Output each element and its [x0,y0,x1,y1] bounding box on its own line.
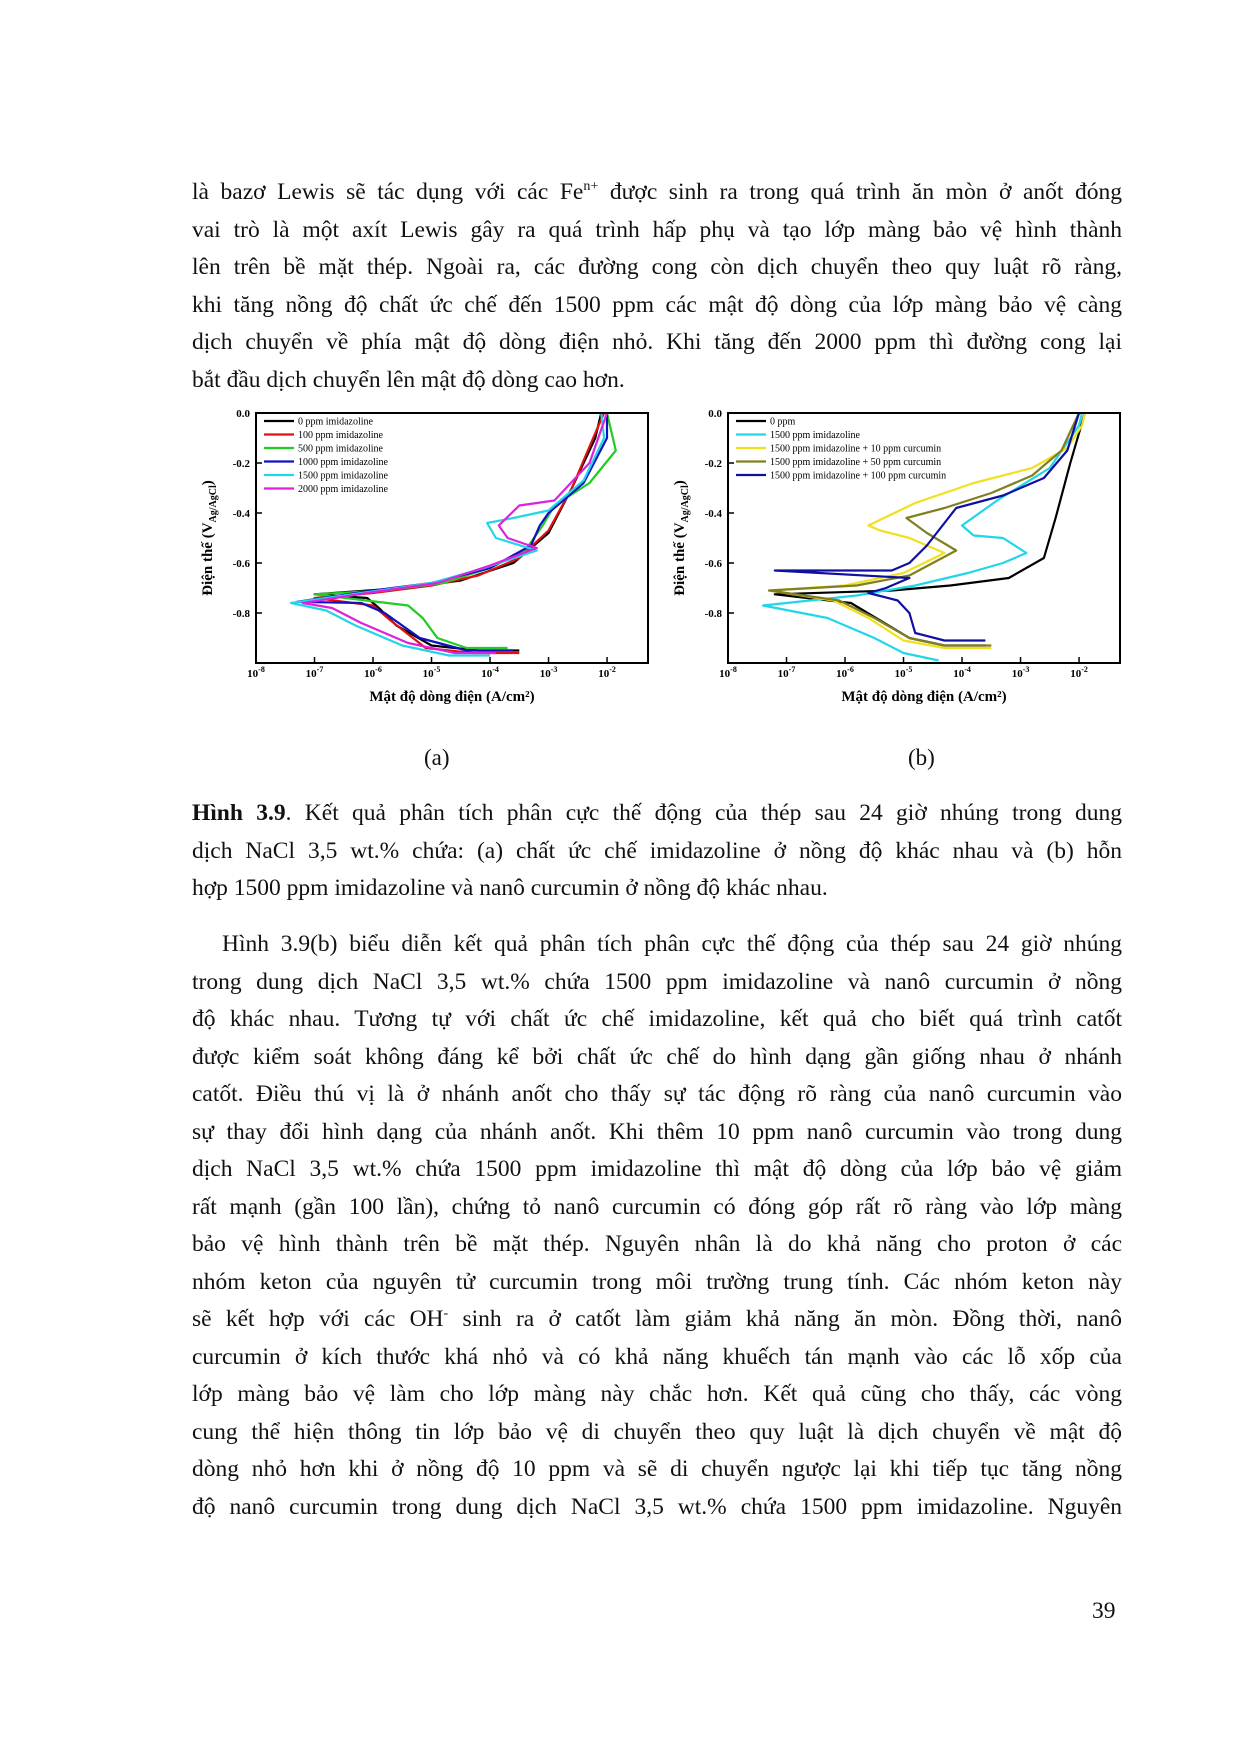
caption-line: hợp 1500 ppm imidazoline và nanô curcumin ở nồng độ khác nhau. [192,875,828,901]
x-axis-label: Mật độ dòng điện (A/cm²) [369,689,535,705]
text-line: sẽ kết hợp với các OH- sinh ra ở catốt làm giảm khả năng ăn mòn. Đồng thời, nanô [192,1305,1122,1332]
text-line: vai trò là một axít Lewis gây ra quá trình hấp phụ và tạo lớp màng bảo vệ hình thành [192,216,1122,243]
y-tick-label: -0.6 [704,558,722,570]
y-axis-label: Điện thế $(V_{Ag/AgCl})$ [200,480,219,596]
x-tick-label: $10^{-3}$ [1011,665,1030,680]
figure-label-b: (b) [908,745,935,770]
text-line: dịch chuyển về phía mật độ dòng điện nhỏ. Khi tăng đến 2000 ppm thì đường cong lại [192,329,1122,355]
legend-label: 0 ppm [770,416,796,428]
paragraph-2 [192,926,1122,1526]
y-tick-label: 0.0 [708,408,722,420]
legend-label: 2000 ppm imidazoline [298,484,388,495]
text-line: curcumin ở kích thước khá nhỏ và có khả năng khuếch tán mạnh vào các lỗ xốp của [192,1343,1122,1370]
x-tick-label: $10^{-7}$ [305,665,324,680]
x-tick-label: $10^{-7}$ [777,665,796,680]
y-tick-label: -0.4 [232,508,250,520]
text-line: nhóm keton của nguyên tử curcumin trong môi trường trung tính. Các nhóm keton này [192,1268,1122,1295]
figure-caption [192,795,1122,908]
legend-label: 1500 ppm imidazoline + 50 ppm curcumin [770,457,942,468]
chart-panel-a [190,405,675,745]
y-tick-label: -0.2 [232,458,250,470]
x-tick-label: $10^{-8}$ [247,665,265,680]
text-line: rất mạnh (gần 100 lần), chứng tỏ nanô curcumin có đóng góp rất rõ ràng vào lớp màng [192,1193,1122,1220]
caption-line: Hình 3.9. Kết quả phân tích phân cực thế động của thép sau 24 giờ nhúng trong dung [192,800,1122,826]
y-tick-label: -0.4 [704,508,722,520]
legend-label: 1500 ppm imidazoline + 100 ppm curcumin [770,470,947,482]
legend-label: 100 ppm imidazoline [298,430,383,441]
y-tick-label: -0.6 [232,558,250,570]
text-line: là bazơ Lewis sẽ tác dụng với các $Fe^{n+}$ được sinh ra trong quá trình ăn mòn ở anốt đóng [192,178,1122,205]
x-tick-label: $10^{-6}$ [836,665,854,680]
y-tick-label: -0.2 [704,458,722,470]
y-tick-label: -0.8 [704,608,722,620]
text-line: cung thể hiện thông tin lớp bảo vệ di chuyển theo quy luật là dịch chuyển về mật độ [192,1418,1122,1445]
text-line: lên trên bề mặt thép. Ngoài ra, các đường cong còn dịch chuyển theo quy luật rõ ràng, [192,254,1122,280]
x-tick-label: $10^{-8}$ [719,665,737,680]
y-axis-label: Điện thế $(V_{Ag/AgCl})$ [672,480,691,596]
x-axis-label: Mật độ dòng điện (A/cm²) [841,689,1007,705]
x-tick-label: $10^{-4}$ [481,665,499,680]
y-tick-label: 0.0 [236,408,250,420]
text-line: catốt. Điều thú vị là ở nhánh anốt cho thấy sự tác động rõ ràng của nanô curcumin vào [192,1081,1122,1107]
paragraph-1 [192,174,1122,399]
x-tick-label: $10^{-2}$ [1070,665,1088,680]
x-tick-label: $10^{-3}$ [539,665,558,680]
legend-label: 1500 ppm imidazoline + 10 ppm curcumin [770,443,942,455]
legend-label: 0 ppm imidazoline [298,416,373,428]
x-tick-label: $10^{-5}$ [422,665,441,680]
y-tick-label: -0.8 [232,608,250,620]
caption-title: Hình 3.9 [192,800,286,826]
x-tick-label: $10^{-4}$ [953,665,971,680]
caption-line: dịch NaCl 3,5 wt.% chứa: (a) chất ức chế imidazoline ở nồng độ khác nhau và (b) hỗn [192,837,1122,864]
text-line: độ nanô curcumin trong dung dịch NaCl 3,5 wt.% chứa 1500 ppm imidazoline. Nguyên [192,1493,1122,1520]
legend-label: 1000 ppm imidazoline [298,457,388,468]
x-tick-label: $10^{-6}$ [364,665,382,680]
text-line: Hình 3.9(b) biểu diễn kết quả phân tích phân cực thế động của thép sau 24 giờ nhúng [222,931,1122,957]
text-line: bảo vệ hình thành trên bề mặt thép. Nguyên nhân là do khả năng cho proton ở các [192,1231,1122,1257]
figure-label-a: (a) [424,745,450,770]
chart-panel-b [662,405,1147,745]
page-number: 39 [1092,1598,1116,1624]
legend-label: 1500 ppm imidazoline [298,470,388,482]
text-line: dịch NaCl 3,5 wt.% chứa 1500 ppm imidazoline thì mật độ dòng của lớp bảo vệ giảm [192,1156,1122,1182]
legend-label: 500 ppm imidazoline [298,443,383,455]
x-tick-label: $10^{-5}$ [894,665,913,680]
text-line: bắt đầu dịch chuyển lên mật độ dòng cao hơn. [192,366,625,393]
legend-label: 1500 ppm imidazoline [770,430,860,441]
text-line: trong dung dịch NaCl 3,5 wt.% chứa 1500 ppm imidazoline và nanô curcumin ở nồng [192,968,1122,995]
text-line: sự thay đổi hình dạng của nhánh anốt. Khi thêm 10 ppm nanô curcumin vào trong dung [192,1118,1122,1145]
text-line: lớp màng bảo vệ làm cho lớp màng này chắc hơn. Kết quả cũng cho thấy, các vòng [192,1381,1122,1407]
x-tick-label: $10^{-2}$ [598,665,616,680]
text-line: dòng nhỏ hơn khi ở nồng độ 10 ppm và sẽ di chuyển ngược lại khi tiếp tục tăng nồng [192,1456,1122,1482]
text-line: được kiểm soát không đáng kể bởi chất ức chế do hình dạng gần giống nhau ở nhánh [192,1043,1122,1070]
text-line: khi tăng nồng độ chất ức chế đến 1500 ppm các mật độ dòng của lớp màng bảo vệ càng [192,291,1122,318]
text-line: độ khác nhau. Tương tự với chất ức chế imidazoline, kết quả cho biết quá trình catốt [192,1006,1122,1032]
